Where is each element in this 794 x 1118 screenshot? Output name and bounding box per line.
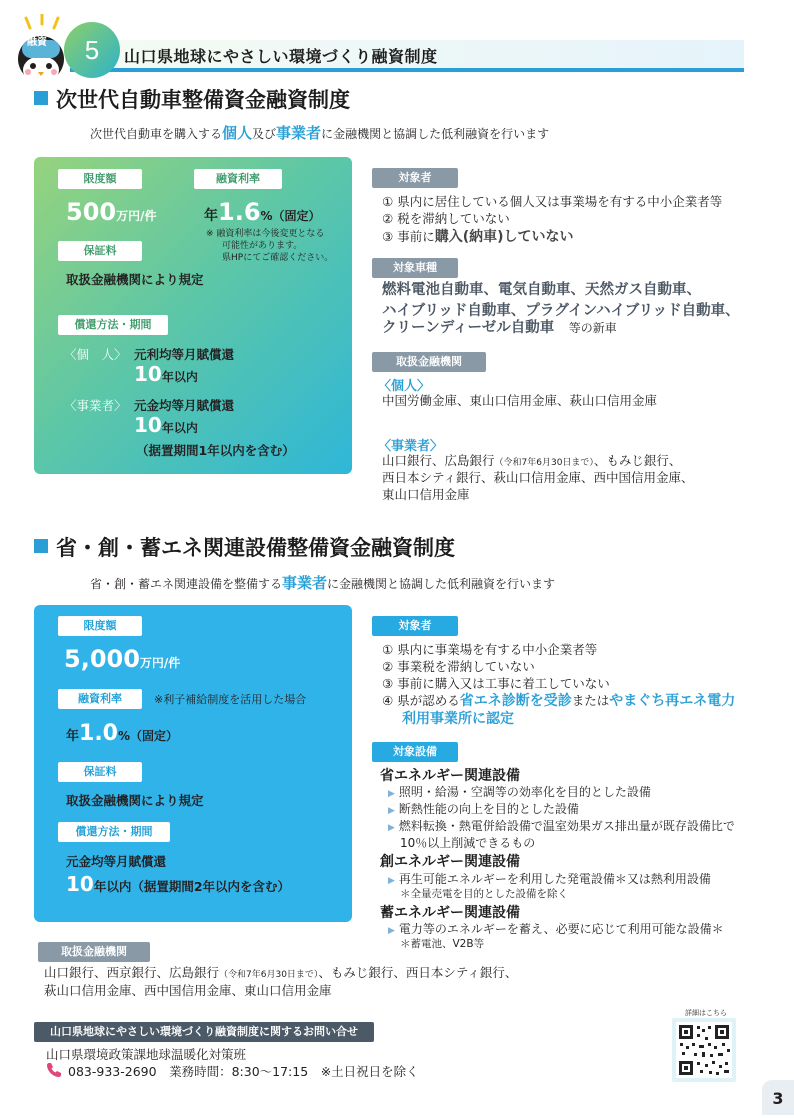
- bank-business-list: 西日本シティ銀行、萩山口信用金庫、西中国信用金庫、: [382, 470, 694, 485]
- repay-business-tag: 〈事業者〉: [64, 398, 127, 413]
- equip-label: 対象設備: [372, 742, 458, 762]
- limit-label: 限度額: [58, 169, 142, 189]
- target-item: 利用事業所に認定: [402, 711, 514, 727]
- repay-label: 償還方法・期間: [58, 315, 168, 335]
- rate-label: 融資利率: [58, 689, 142, 709]
- rate-note: ※利子補給制度を活用した場合: [154, 693, 307, 706]
- equip-item: ▶ 電力等のエネルギーを蓄え、必要に応じて利用可能な設備＊: [388, 922, 724, 936]
- target-item: ② 事業税を滞納していない: [382, 659, 535, 674]
- qr-caption: 詳細はこちら: [685, 1009, 727, 1017]
- section1-title: 次世代自動車整備資金融資制度: [56, 88, 350, 112]
- contact-phone[interactable]: 083-933-2690: [68, 1064, 157, 1079]
- bank-business-list: 東山口信用金庫: [382, 487, 470, 502]
- equip-item: ▶ 断熱性能の向上を目的とした設備: [388, 802, 579, 816]
- repay-individual-term: 10年以内: [134, 362, 198, 386]
- section1-desc: 次世代自動車を購入する個人及び事業者に金融機関と協調した低利融資を行います: [90, 124, 550, 142]
- contact-info: 083-933-2690 業務時間：8:30～17:15 ※土日祝日を除く: [68, 1064, 419, 1079]
- equip-item: ▶ 燃料転換・熱電併給設備で温室効果ガス排出量が既存設備比で: [388, 819, 735, 833]
- contact-dept: 山口県環境政策課地球温暖化対策班: [46, 1047, 247, 1062]
- rate-note: ※ 融資利率は今後変更となる: [206, 229, 325, 239]
- vehicle-line: クリーンディーゼル自動車 等の新車: [382, 320, 617, 336]
- bank-list: 萩山口信用金庫、西中国信用金庫、東山口信用金庫: [44, 983, 332, 998]
- bank-business-list: 山口銀行、広島銀行（令和7年6月30日まで）、もみじ銀行、: [382, 453, 682, 468]
- bank-business-cat: 〈事業者〉: [378, 439, 444, 454]
- section2-desc: 省・創・蓄エネ関連設備を整備する事業者に金融機関と協調した低利融資を行います: [90, 574, 556, 592]
- repay-individual-method: 元利均等月賦償還: [134, 347, 235, 362]
- equip-item: ▶ 照明・給湯・空調等の効率化を目的とした設備: [388, 785, 651, 799]
- page-number: 3: [762, 1080, 794, 1115]
- rate-label: 融資利率: [194, 169, 282, 189]
- repay-label: 償還方法・期間: [58, 822, 170, 842]
- bank-individual-cat: 〈個人〉: [378, 379, 431, 394]
- guarantee-value: 取扱金融機関により規定: [66, 272, 204, 287]
- repay-business-term: 10年以内: [134, 413, 198, 437]
- phone-icon: [46, 1062, 62, 1078]
- chapter-number: 5: [64, 22, 120, 78]
- save-energy-heading: 省エネルギー関連設備: [380, 768, 520, 784]
- bank-individual-list: 中国労働金庫、東山口信用金庫、萩山口信用金庫: [382, 393, 658, 408]
- vehicle-label: 対象車種: [372, 258, 458, 278]
- equip-item: 10％以上削減できるもの: [400, 836, 536, 850]
- repay-individual-tag: 〈個 人〉: [64, 347, 127, 362]
- qr-code-icon[interactable]: [672, 1018, 736, 1082]
- target-item: ① 県内に事業場を有する中小企業者等: [382, 642, 598, 657]
- target-label: 対象者: [372, 616, 458, 636]
- bank-label: 取扱金融機関: [38, 942, 150, 962]
- limit-label: 限度額: [58, 616, 142, 636]
- target-item: ① 県内に居住している個人又は事業場を有する中小企業者等: [382, 194, 723, 209]
- store-energy-heading: 蓄エネルギー関連設備: [380, 905, 520, 921]
- repay-method: 元金均等月賦償還: [66, 854, 167, 869]
- equip-note: ＊全量売電を目的とした設備を除く: [400, 888, 568, 900]
- target-item: ④ 県が認める省エネ診断を受診またはやまぐち再エネ電力: [382, 693, 736, 709]
- limit-amount: 500万円/件: [66, 198, 157, 226]
- vehicle-line: ハイブリッド自動車、プラグインハイブリッド自動車、: [382, 303, 740, 319]
- repay-business-method: 元金均等月賦償還: [134, 398, 235, 413]
- rate-amount: 年1.0%（固定）: [66, 721, 179, 746]
- section-marker: [34, 91, 48, 105]
- vehicle-line: 燃料電池自動車、電気自動車、天然ガス自動車、: [382, 282, 701, 298]
- guarantee-value: 取扱金融機関により規定: [66, 793, 204, 808]
- limit-amount: 5,000万円/件: [64, 645, 181, 673]
- chapter-badge: 融資: [27, 37, 47, 48]
- repay-term: 10年以内（据置期間2年以内を含む）: [66, 872, 291, 896]
- bank-list: 山口銀行、西京銀行、広島銀行（令和7年6月30日まで）、もみじ銀行、西日本シティ銀行、: [44, 965, 518, 980]
- equip-note: ＊蓄電池、V2B等: [400, 938, 485, 950]
- target-item: ③ 事前に購入(納車)していない: [382, 229, 574, 245]
- header-rule: [70, 68, 744, 72]
- bank-label: 取扱金融機関: [372, 352, 486, 372]
- guarantee-label: 保証料: [58, 762, 142, 782]
- rate-amount: 年1.6%（固定）: [204, 198, 321, 226]
- contact-label: 山口県地球にやさしい環境づくり融資制度に関するお問い合せ: [34, 1022, 374, 1042]
- rate-note: 県HPにてご確認ください。: [222, 253, 334, 263]
- page-title: 山口県地球にやさしい環境づくり融資制度: [124, 47, 438, 66]
- create-energy-heading: 創エネルギー関連設備: [380, 854, 520, 870]
- repay-business-note: （据置期間1年以内を含む）: [136, 443, 295, 458]
- target-item: ③ 事前に購入又は工事に着工していない: [382, 676, 610, 691]
- guarantee-label: 保証料: [58, 241, 142, 261]
- target-item: ② 税を滞納していない: [382, 211, 510, 226]
- section2-title: 省・創・蓄エネ関連設備整備資金融資制度: [56, 536, 455, 560]
- section-marker: [34, 539, 48, 553]
- equip-item: ▶ 再生可能エネルギーを利用した発電設備＊又は熱利用設備: [388, 872, 711, 886]
- rate-note: 可能性があります。: [222, 241, 303, 251]
- target-label: 対象者: [372, 168, 458, 188]
